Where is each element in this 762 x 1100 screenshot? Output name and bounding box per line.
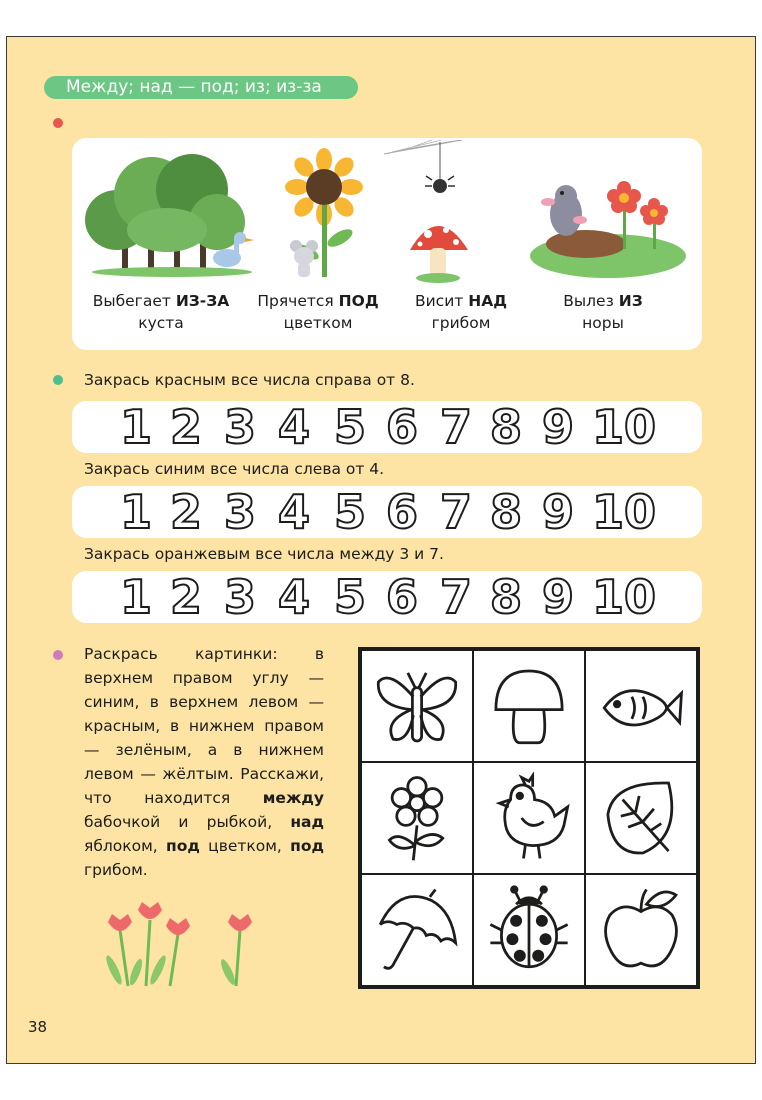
caption-out-of: Вылез ИЗ норы bbox=[563, 292, 643, 332]
butterfly-icon bbox=[371, 660, 463, 752]
ladybug-icon bbox=[483, 884, 575, 976]
grid-cell-middle-right[interactable] bbox=[585, 762, 697, 874]
outline-number[interactable]: 2 bbox=[170, 570, 203, 624]
leaf-icon bbox=[595, 772, 687, 864]
instruction-orange: Закрась оранжевым все числа между 3 и 7. bbox=[84, 545, 444, 563]
grid-cell-top-middle[interactable] bbox=[473, 650, 585, 762]
outline-number[interactable]: 2 bbox=[170, 485, 203, 539]
outline-number[interactable]: 10 bbox=[592, 570, 657, 624]
instruction-blue: Закрась синим все числа слева от 4. bbox=[84, 460, 385, 478]
flower-icon bbox=[371, 772, 463, 864]
instruction-red: Закрась красным все числа справа от 8. bbox=[84, 371, 415, 389]
sunflower-illustration bbox=[282, 148, 366, 280]
coloring-task-text: Раскрась картинки: в верхнем правом углу — синим, в верхнем левом — красным, в нижнем правом — зелёным, а в нижнем левом — жёлтым. Расскажи, что находится между бабочкой и рыбкой, над яблоком, под цветком, под грибом. bbox=[84, 645, 324, 879]
outline-number[interactable]: 8 bbox=[490, 485, 523, 539]
outline-number[interactable]: 8 bbox=[490, 400, 523, 454]
page-number: 38 bbox=[28, 1018, 48, 1036]
tulips-decoration bbox=[100, 890, 270, 990]
umbrella-icon bbox=[371, 884, 463, 976]
caption-above: Висит НАД грибом bbox=[414, 292, 508, 332]
coloring-grid bbox=[358, 647, 700, 989]
grid-cell-bottom-left[interactable] bbox=[361, 874, 473, 986]
grid-cell-center[interactable] bbox=[473, 762, 585, 874]
outline-number[interactable]: 5 bbox=[334, 400, 367, 454]
outline-number[interactable]: 6 bbox=[386, 485, 419, 539]
outline-number[interactable]: 1 bbox=[120, 485, 153, 539]
bullet-red bbox=[53, 118, 63, 128]
outline-number[interactable]: 9 bbox=[542, 400, 575, 454]
bush-illustration bbox=[82, 150, 260, 278]
grid-cell-bottom-middle[interactable] bbox=[473, 874, 585, 986]
outline-number[interactable]: 2 bbox=[170, 400, 203, 454]
mushroom-spider-illustration bbox=[382, 140, 482, 286]
outline-number[interactable]: 3 bbox=[224, 485, 257, 539]
outline-number[interactable]: 4 bbox=[278, 485, 311, 539]
outline-number[interactable]: 9 bbox=[542, 570, 575, 624]
grid-cell-middle-left[interactable] bbox=[361, 762, 473, 874]
grid-cell-bottom-right[interactable] bbox=[585, 874, 697, 986]
section-title: Между; над — под; из; из-за bbox=[44, 76, 358, 99]
outline-number[interactable]: 3 bbox=[224, 400, 257, 454]
caption-under: Прячется ПОД цветком bbox=[257, 292, 379, 332]
outline-number[interactable]: 5 bbox=[334, 485, 367, 539]
bullet-teal bbox=[53, 375, 63, 385]
outline-number[interactable]: 4 bbox=[278, 400, 311, 454]
grid-cell-top-right[interactable] bbox=[585, 650, 697, 762]
apple-icon bbox=[595, 884, 687, 976]
outline-number[interactable]: 1 bbox=[120, 400, 153, 454]
caption-behind: Выбегает ИЗ-ЗА куста bbox=[92, 292, 230, 332]
outline-number[interactable]: 7 bbox=[440, 485, 473, 539]
outline-number[interactable]: 1 bbox=[120, 570, 153, 624]
number-row bbox=[72, 401, 702, 453]
outline-number[interactable]: 6 bbox=[386, 570, 419, 624]
fish-icon bbox=[595, 660, 687, 752]
outline-number[interactable]: 3 bbox=[224, 570, 257, 624]
outline-number[interactable]: 5 bbox=[334, 570, 367, 624]
number-row bbox=[72, 571, 702, 623]
bird-icon bbox=[483, 772, 575, 864]
outline-number[interactable]: 6 bbox=[386, 400, 419, 454]
outline-number[interactable]: 7 bbox=[440, 400, 473, 454]
outline-number[interactable]: 10 bbox=[592, 485, 657, 539]
outline-number[interactable]: 4 bbox=[278, 570, 311, 624]
mole-illustration bbox=[528, 174, 692, 284]
number-row bbox=[72, 486, 702, 538]
grid-cell-top-left[interactable] bbox=[361, 650, 473, 762]
outline-number[interactable]: 7 bbox=[440, 570, 473, 624]
outline-number[interactable]: 10 bbox=[592, 400, 657, 454]
outline-number[interactable]: 9 bbox=[542, 485, 575, 539]
mushroom-icon bbox=[483, 660, 575, 752]
outline-number[interactable]: 8 bbox=[490, 570, 523, 624]
bullet-pink bbox=[53, 650, 63, 660]
